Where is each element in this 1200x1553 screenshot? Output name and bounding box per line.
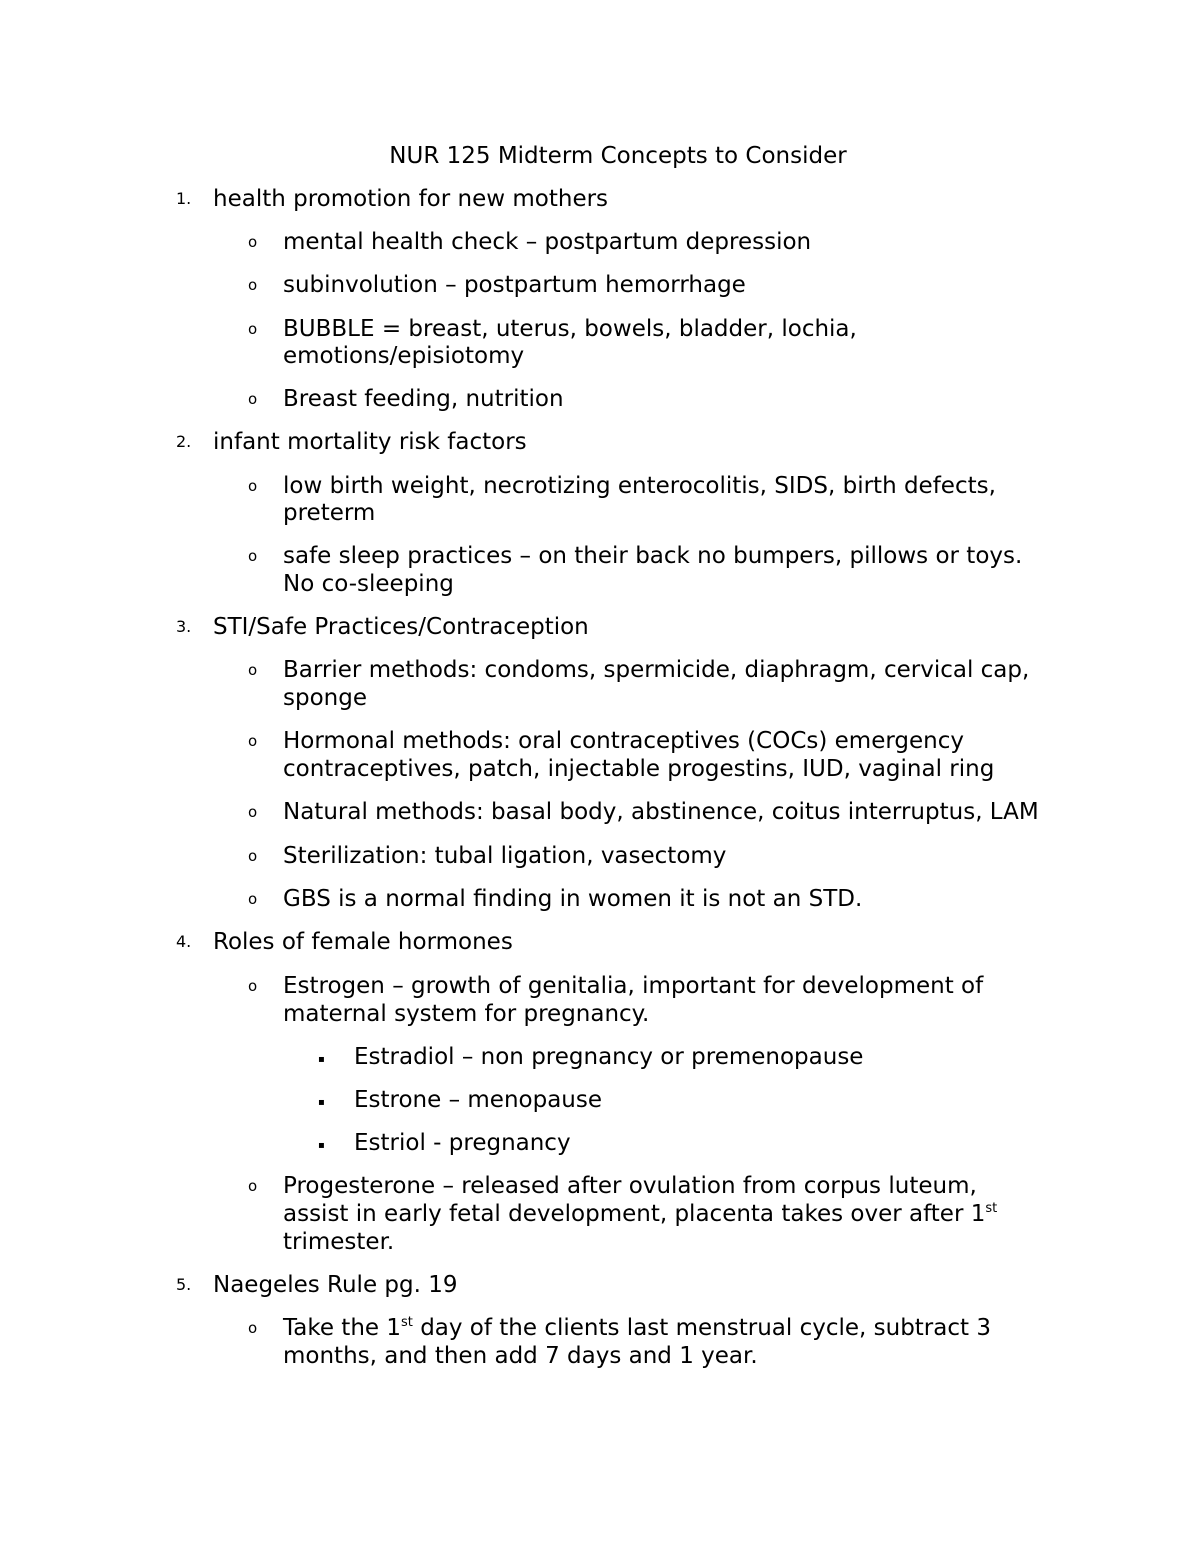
square-bullet-icon: ▪ [318, 1140, 325, 1151]
list-item-text: sponge [283, 685, 367, 711]
list-item-text: assist in early fetal development, placenta takes over after 1st [283, 1201, 998, 1227]
list-item-text: trimester. [283, 1229, 395, 1255]
list-item-text: subinvolution – postpartum hemorrhage [283, 272, 746, 298]
list-item-text: Estriol - pregnancy [354, 1130, 571, 1156]
list-item-text: Take the 1st day of the clients last menstrual cycle, subtract 3 [283, 1315, 991, 1341]
circle-bullet-icon: o [248, 977, 258, 995]
circle-bullet-icon: o [248, 276, 258, 294]
list-item-text: preterm [283, 500, 376, 526]
circle-bullet-icon: o [248, 390, 258, 408]
circle-bullet-icon: o [248, 320, 258, 338]
list-item-text: GBS is a normal finding in women it is not an STD. [283, 886, 863, 912]
list-item-text: mental health check – postpartum depression [283, 229, 812, 255]
circle-bullet-icon: o [248, 1177, 258, 1195]
square-bullet-icon: ▪ [318, 1097, 325, 1108]
list-item-text: Estradiol – non pregnancy or premenopause [354, 1044, 864, 1070]
circle-bullet-icon: o [248, 890, 258, 908]
circle-bullet-icon: o [248, 233, 258, 251]
circle-bullet-icon: o [248, 477, 258, 495]
list-number: 4. [176, 932, 192, 951]
list-item-text: No co-sleeping [283, 571, 454, 597]
circle-bullet-icon: o [248, 847, 258, 865]
list-item-text: contraceptives, patch, injectable progestins, IUD, vaginal ring [283, 756, 995, 782]
circle-bullet-icon: o [248, 803, 258, 821]
list-number: 3. [176, 617, 192, 636]
square-bullet-icon: ▪ [318, 1054, 325, 1065]
circle-bullet-icon: o [248, 547, 258, 565]
list-item-text: Natural methods: basal body, abstinence, coitus interruptus, LAM [283, 799, 1039, 825]
page-title: NUR 125 Midterm Concepts to Consider [389, 143, 847, 169]
list-item-text: maternal system for pregnancy. [283, 1001, 650, 1027]
list-item-text: Breast feeding, nutrition [283, 386, 564, 412]
list-item-text: Progesterone – released after ovulation from corpus luteum, [283, 1173, 977, 1199]
list-number: 1. [176, 189, 192, 208]
list-item-text: emotions/episiotomy [283, 343, 525, 369]
list-item-text: Hormonal methods: oral contraceptives (COCs) emergency [283, 728, 964, 754]
section-heading: Naegeles Rule pg. 19 [213, 1272, 458, 1298]
list-item-text: low birth weight, necrotizing enterocolitis, SIDS, birth defects, [283, 473, 996, 499]
list-item-text: safe sleep practices – on their back no bumpers, pillows or toys. [283, 543, 1023, 569]
section-heading: infant mortality risk factors [213, 429, 527, 455]
superscript: st [985, 1201, 998, 1216]
list-item-text: Estrogen – growth of genitalia, important for development of [283, 973, 984, 999]
list-item-text: Barrier methods: condoms, spermicide, diaphragm, cervical cap, [283, 657, 1030, 683]
list-item-text: months, and then add 7 days and 1 year. [283, 1343, 758, 1369]
circle-bullet-icon: o [248, 732, 258, 750]
circle-bullet-icon: o [248, 661, 258, 679]
list-number: 5. [176, 1275, 192, 1294]
section-heading: Roles of female hormones [213, 929, 513, 955]
section-heading: health promotion for new mothers [213, 186, 609, 212]
list-number: 2. [176, 432, 192, 451]
list-item-text: Sterilization: tubal ligation, vasectomy [283, 843, 727, 869]
section-heading: STI/Safe Practices/Contraception [213, 614, 589, 640]
circle-bullet-icon: o [248, 1319, 258, 1337]
superscript: st [401, 1315, 413, 1330]
list-item-text: BUBBLE = breast, uterus, bowels, bladder, lochia, [283, 316, 857, 342]
list-item-text: Estrone – menopause [354, 1087, 603, 1113]
